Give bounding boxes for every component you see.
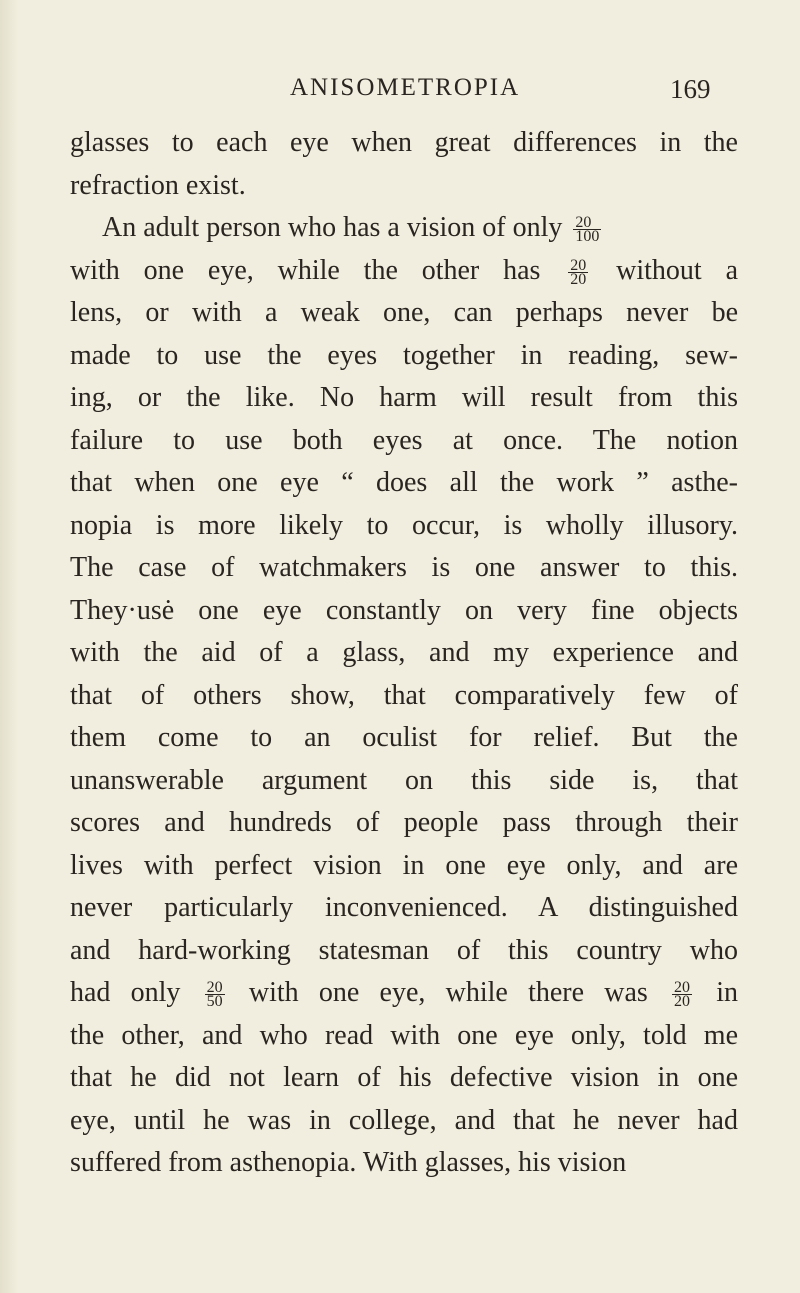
text-line: ing, or the like. No harm will result from this <box>70 382 738 413</box>
text-line: scores and hundreds of people pass through their <box>70 807 738 838</box>
text-fragment: with one eye, while the other has <box>70 254 541 286</box>
fraction <box>672 979 692 1011</box>
text-line: lens, or with a weak one, can perhaps never be <box>70 297 738 328</box>
page-number: 169 <box>670 74 711 104</box>
page-edge-shadow <box>0 0 18 1293</box>
fraction <box>573 214 601 246</box>
text-line: The case of watchmakers is one answer to this. <box>70 552 738 583</box>
text-line: the other, and who read with one eye only, told me <box>70 1019 738 1051</box>
text-line: unanswerable argument on this side is, that <box>70 764 738 796</box>
text-line: that of others show, that comparatively few of <box>70 679 738 711</box>
fraction-numerator: 20 <box>570 256 587 274</box>
fraction-numerator: 20 <box>674 979 691 997</box>
text-line: glasses to each eye when great differences in the <box>70 127 738 158</box>
body-text <box>70 122 738 1185</box>
fraction-numerator: 20 <box>206 979 223 997</box>
text-line: that when one eye “ does all the work ” asthe- <box>70 467 738 498</box>
text-fragment: An adult person who has a vision of only <box>102 212 563 243</box>
text-line: never particularly inconvenienced. A distinguished <box>70 892 738 923</box>
text-line: that he did not learn of his defective vision in one <box>70 1062 738 1093</box>
text-line: failure to use both eyes at once. The notion <box>70 424 738 456</box>
text-fragment: without a <box>616 254 738 286</box>
text-line: made to use the eyes together in reading, sew- <box>70 339 738 371</box>
text-line: them come to an oculist for relief. But the <box>70 722 738 753</box>
text-fragment: in <box>716 977 738 1008</box>
text-line: suffered from asthenopia. With glasses, his vision <box>70 1147 627 1178</box>
fraction-numerator: 20 <box>573 216 601 230</box>
text-line <box>70 250 738 293</box>
text-line: and hard-working statesman of this country who <box>70 934 738 966</box>
text-line: They·usė one eye constantly on very fine objects <box>70 594 738 626</box>
running-head-title: ANISOMETROPIA <box>290 74 521 101</box>
fraction-denominator: 50 <box>206 993 223 1011</box>
fraction-denominator: 20 <box>570 270 587 288</box>
fraction <box>205 979 225 1011</box>
text-line: nopia is more likely to occur, is wholly illusory. <box>70 509 738 541</box>
text-fragment: with one eye, while there was <box>248 977 648 1008</box>
text-line <box>70 972 738 1015</box>
fraction-denominator: 20 <box>674 993 691 1011</box>
text-fragment: had only <box>70 977 181 1008</box>
text-line: eye, until he was in college, and that he never had <box>70 1104 738 1136</box>
running-head <box>0 74 800 110</box>
text-line: lives with perfect vision in one eye only, and are <box>70 849 738 881</box>
fraction-denominator: 100 <box>575 228 600 246</box>
fraction <box>568 256 588 288</box>
text-line: with the aid of a glass, and my experience and <box>70 637 738 668</box>
text-line <box>70 207 738 250</box>
text-line: refraction exist. <box>70 169 246 201</box>
